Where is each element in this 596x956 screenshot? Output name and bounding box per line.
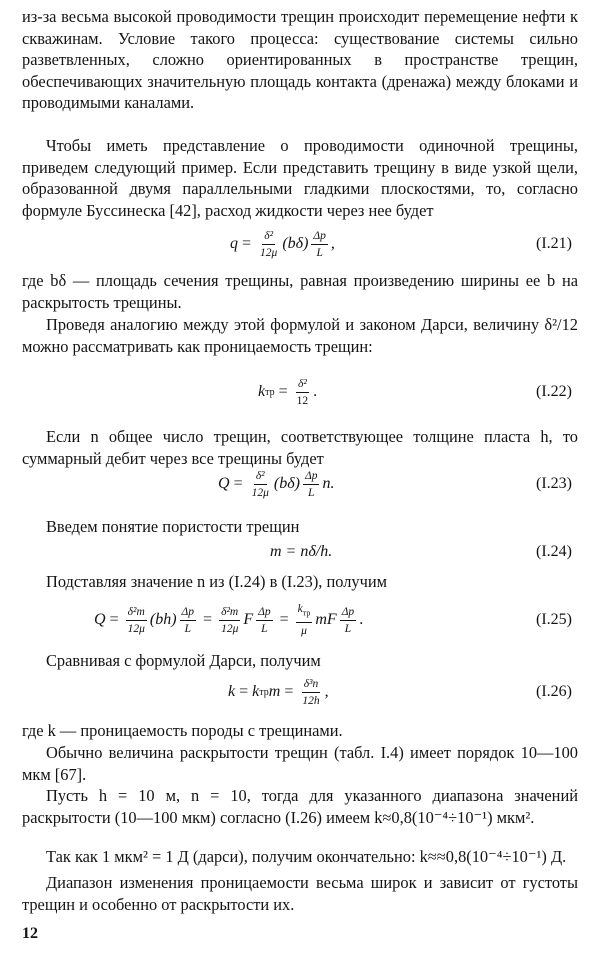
- paragraph-intro: из-за весьма высокой проводимости трещин происходит перемещение нефти к скважинам. Условие такого процесса: существование системы сильно разветвленных, сложно ориентированных в пространстве трещин, обеспечивающих значительную площадь контакта (дренажа) между блоками и проводимыми каналами.: [22, 7, 578, 112]
- equation-I26: [22, 668, 578, 716]
- eq21-equals: =: [242, 235, 252, 252]
- eq25-equals2: =: [203, 611, 213, 628]
- eq25-frac5-den: μ: [301, 624, 307, 637]
- equation-I22: [22, 368, 578, 416]
- eq21-mid: (bδ): [282, 235, 309, 252]
- eq22-number: (I.22): [536, 383, 572, 400]
- eq23-frac2-num: Δp: [303, 469, 320, 485]
- eq26-frac: [300, 677, 321, 708]
- eq25-frac5-num-sub: тр: [302, 608, 311, 618]
- eq24-body: m = nδ/h.: [270, 543, 333, 560]
- eq25-frac4-den: L: [261, 622, 268, 635]
- eq25-equals3: =: [279, 611, 289, 628]
- eq25-m3: mF: [315, 611, 337, 628]
- eq23-tail: n.: [322, 475, 335, 492]
- eq21-tail: ,: [330, 235, 335, 252]
- eq25-m1: (bh): [149, 611, 177, 628]
- page-number: 12: [22, 925, 38, 942]
- equation-I24: [22, 530, 578, 574]
- paragraph-total-rate: Если n общее число трещин, соответствующее толщине пласта h, то суммарный дебит через все трещины будет: [22, 427, 578, 468]
- eq21-number: (I.21): [536, 235, 572, 252]
- eq25-frac2: [180, 605, 197, 636]
- eq25-tail: .: [359, 611, 364, 628]
- eq23-equals: =: [233, 475, 243, 492]
- paragraph-aperture-order: Обычно величина раскрытости трещин (табл. I.4) имеет порядок 10—100 мкм [67].: [22, 743, 578, 784]
- paragraph-k-definition: где k — проницаемость породы с трещинами.: [22, 721, 343, 740]
- eq21-frac1-den: 12μ: [260, 246, 278, 259]
- eq26-m: m: [268, 683, 281, 700]
- paragraph-example: Пусть h = 10 м, n = 10, тогда для указанного диапазона значений раскрытости (10—100 мкм) согласно (I.26) имеем k≈0,8(10⁻⁴÷10⁻¹) мкм².: [22, 786, 578, 827]
- eq25-frac6-den: L: [344, 622, 352, 635]
- paragraph-single-fracture: Чтобы иметь представление о проводимости одиночной трещины, приведем следующий пример. Если представить трещину в виде узкой щели, образованной двумя параллельными гладкими плоскостями, то, согласно формуле Буссинеска [42], расход жидкости через нее будет: [22, 136, 578, 220]
- eq22-tail: .: [313, 383, 318, 400]
- paragraph-darcy-compare: Сравнивая с формулой Дарси, получим: [46, 651, 321, 670]
- eq23-frac1: [250, 469, 271, 500]
- eq26-k-sub: тр: [259, 686, 269, 698]
- paragraph-range: Диапазон изменения проницаемости весьма широк и зависит от густоты трещин и особенно от раскрытости их.: [22, 873, 578, 914]
- eq25-frac1-den: 12μ: [127, 622, 145, 635]
- eq25-equals1: =: [109, 611, 119, 628]
- eq21-frac2: [311, 229, 328, 260]
- eq21-frac1: [258, 229, 279, 260]
- paragraph-section-area: где bδ — площадь сечения трещины, равная произведению ширины ее b на раскрытость трещины.: [22, 271, 578, 312]
- eq25-frac5-num: k: [297, 603, 303, 616]
- eq26-frac-den: 12h: [302, 694, 320, 707]
- paragraph-darcy-unit: Так как 1 мкм² = 1 Д (дарси), получим окончательно: k≈≈0,8(10⁻⁴÷10⁻¹) Д.: [46, 847, 567, 866]
- eq22-lhs-sub: тр: [265, 386, 275, 398]
- eq25-frac4: [256, 605, 273, 636]
- eq22-frac: [295, 377, 311, 408]
- eq25-frac4-num: Δp: [256, 605, 273, 621]
- eq25-lhs: Q: [94, 611, 106, 628]
- eq25-frac3-num: δ²m: [219, 605, 240, 621]
- eq21-frac2-num: Δp: [311, 229, 328, 245]
- eq25-frac5: [296, 602, 313, 637]
- eq26-frac-num: δ³n: [302, 677, 321, 693]
- eq23-number: (I.23): [536, 475, 572, 492]
- eq21-frac2-den: L: [316, 246, 323, 259]
- eq25-frac3: [219, 605, 240, 636]
- eq22-frac-den: 12: [296, 394, 309, 407]
- eq26-number: (I.26): [536, 683, 572, 700]
- eq25-frac6: [340, 605, 357, 636]
- eq26-equals2: =: [284, 683, 294, 700]
- eq22-equals: =: [278, 383, 288, 400]
- eq25-frac1-num: δ²m: [126, 605, 147, 621]
- eq26-lhs: k: [228, 683, 236, 700]
- eq25-frac3-den: 12μ: [221, 622, 239, 635]
- eq26-equals1: =: [239, 683, 249, 700]
- equation-I25: [22, 596, 578, 644]
- eq25-number: (I.25): [536, 611, 572, 628]
- eq25-frac2-den: L: [184, 622, 191, 635]
- eq23-frac1-den: 12μ: [251, 486, 269, 499]
- eq23-frac2: [303, 469, 320, 500]
- eq25-frac6-num: Δp: [340, 605, 357, 621]
- paragraph-substitution: Подставляя значение n из (I.24) в (I.23), получим: [46, 572, 387, 591]
- eq23-lhs: Q: [218, 475, 230, 492]
- eq25-m2: F: [243, 611, 254, 628]
- eq22-frac-num: δ²: [296, 377, 309, 393]
- eq23-mid: (bδ): [273, 475, 300, 492]
- eq23-frac1-num: δ²: [254, 469, 267, 485]
- equation-I21: [22, 220, 578, 268]
- paragraph-darcy-analogy: Проведя аналогию между этой формулой и законом Дарси, величину δ²/12 можно рассматривать как проницаемость трещин:: [22, 315, 578, 356]
- equation-I23: [22, 460, 578, 508]
- eq21-lhs: q: [230, 235, 238, 252]
- eq25-frac1: [126, 605, 147, 636]
- eq26-k: k: [252, 683, 260, 700]
- paragraph-porosity: Введем понятие пористости трещин: [46, 517, 300, 536]
- eq23-frac2-den: L: [308, 486, 315, 499]
- eq22-lhs: k: [258, 383, 266, 400]
- eq26-tail: ,: [324, 683, 329, 700]
- eq25-frac2-num: Δp: [180, 605, 197, 621]
- eq24-number: (I.24): [536, 543, 572, 560]
- eq21-frac1-num: δ²: [262, 229, 275, 245]
